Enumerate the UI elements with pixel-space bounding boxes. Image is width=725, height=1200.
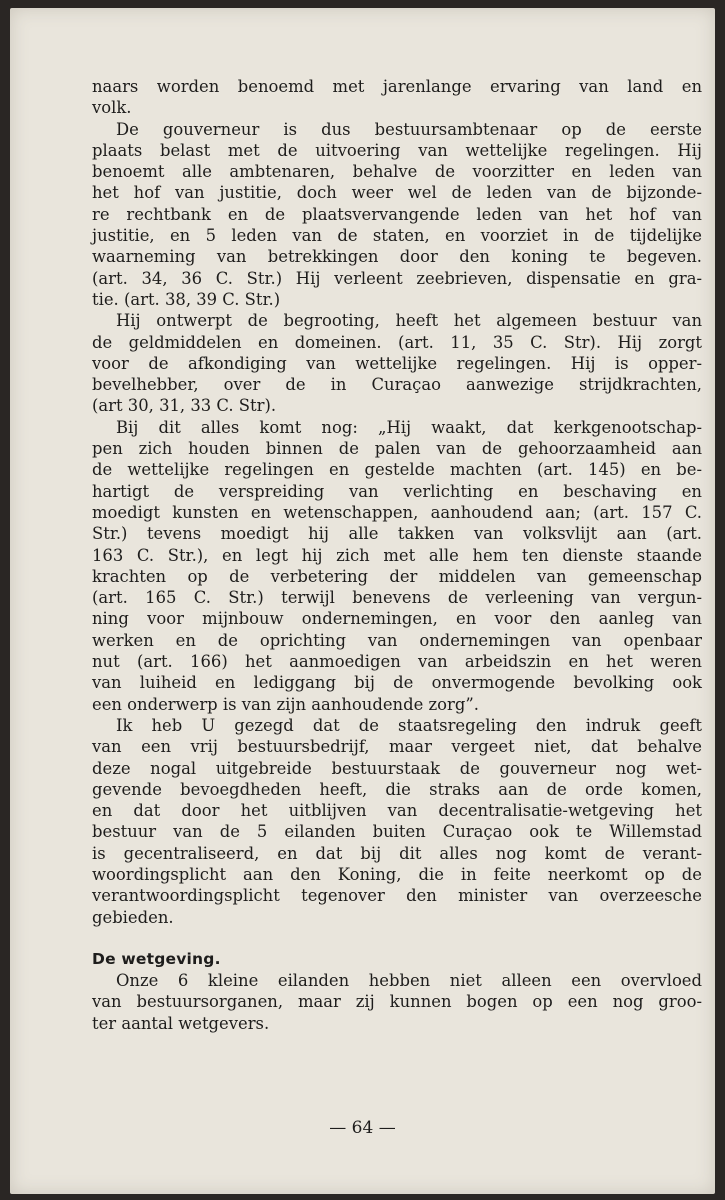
page-number: — 64 — — [329, 1118, 396, 1138]
text-line: het hof van justitie, doch weer wel de leden van de bijzonde- — [92, 183, 702, 203]
text-line: pen zich houden binnen de palen van de gehoorzaamheid aan — [92, 439, 702, 459]
section-heading: De wetgeving. — [92, 949, 221, 968]
text-line: waarneming van betrekkingen door den koning te begeven. — [92, 247, 702, 267]
text-line: moedigt kunsten en wetenschappen, aanhoudend aan; (art. 157 C. — [92, 502, 702, 522]
text-line: voor de afkondiging van wettelijke regelingen. Hij is opper- — [92, 353, 702, 373]
text-line: hartigt de verspreiding van verlichting en beschaving en — [92, 481, 702, 501]
text-line: bestuur van de 5 eilanden buiten Curaçao ook te Willemstad — [92, 822, 702, 842]
text-line: de geldmiddelen en domeinen. (art. 11, 35 C. Str). Hij zorgt — [92, 332, 702, 352]
text-line: (art. 165 C. Str.) terwijl benevens de verleening van vergun- — [92, 588, 702, 608]
text-line: 163 C. Str.), en legt hij zich met alle hem ten dienste staande — [92, 545, 702, 565]
text-line: gevende bevoegdheden heeft, die straks aan de orde komen, — [92, 779, 702, 799]
text-line: benoemt alle ambtenaren, behalve de voorzitter en leden van — [92, 162, 702, 182]
text-line: bevelhebber, over de in Curaçao aanwezige strijdkrachten, — [92, 375, 702, 395]
text-line: van een vrij bestuursbedrijf, maar vergeet niet, dat behalve — [92, 737, 702, 757]
text-line: is gecentraliseerd, en dat bij dit alles nog komt de verant- — [92, 843, 702, 863]
text-line: naars worden benoemd met jarenlange ervaring van land en — [92, 77, 702, 96]
text-line: ter aantal wetgevers. — [92, 1013, 270, 1033]
text-line: Onze 6 kleine eilanden hebben niet alleen een overvloed — [116, 971, 702, 991]
text-line: van luiheid en lediggang bij de onvermogende bevolking ook — [92, 673, 702, 693]
body-text — [92, 76, 702, 1034]
text-line: werken en de oprichting van ondernemingen van openbaar — [92, 630, 702, 650]
text-line: tie. (art. 38, 39 C. Str.) — [92, 289, 281, 309]
text-line: Str.) tevens moedigt hij alle takken van volksvlijt aan (art. — [92, 524, 702, 544]
text-line: volk. — [92, 98, 132, 118]
text-line: woordingsplicht aan den Koning, die in feite neerkomt op de — [92, 864, 702, 884]
text-line: gebieden. — [92, 907, 174, 927]
text-line: van bestuursorganen, maar zij kunnen bogen op een nog groo- — [92, 992, 702, 1012]
text-line: verantwoordingsplicht tegenover den minister van overzeesche — [92, 886, 702, 906]
text-line: Bij dit alles komt nog: „Hij waakt, dat kerkgenootschap- — [116, 417, 702, 437]
text-line: (art 30, 31, 33 C. Str). — [92, 396, 277, 416]
text-line: krachten op de verbetering der middelen van gemeenschap — [92, 566, 702, 586]
text-line: De gouverneur is dus bestuursambtenaar op de eerste — [116, 119, 702, 139]
text-line: (art. 34, 36 C. Str.) Hij verleent zeebrieven, dispensatie en gra- — [92, 268, 702, 288]
text-line: plaats belast met de uitvoering van wettelijke regelingen. Hij — [92, 140, 702, 160]
text-line: de wettelijke regelingen en gestelde machten (art. 145) en be- — [92, 460, 702, 480]
text-line: Ik heb U gezegd dat de staatsregeling den indruk geeft — [116, 715, 702, 735]
text-line: re rechtbank en de plaatsvervangende leden van het hof van — [92, 204, 702, 224]
text-line: Hij ontwerpt de begrooting, heeft het algemeen bestuur van — [116, 311, 702, 331]
text-line: nut (art. 166) het aanmoedigen van arbeidszin en het weren — [92, 652, 702, 672]
text-line: een onderwerp is van zijn aanhoudende zorg”. — [92, 694, 479, 714]
text-line: ning voor mijnbouw ondernemingen, en voor den aanleg van — [92, 609, 702, 629]
text-line: deze nogal uitgebreide bestuurstaak de gouverneur nog wet- — [92, 758, 702, 778]
text-line: en dat door het uitblijven van decentralisatie-wetgeving het — [92, 801, 702, 821]
text-line: justitie, en 5 leden van de staten, en voorziet in de tijdelijke — [92, 226, 702, 246]
